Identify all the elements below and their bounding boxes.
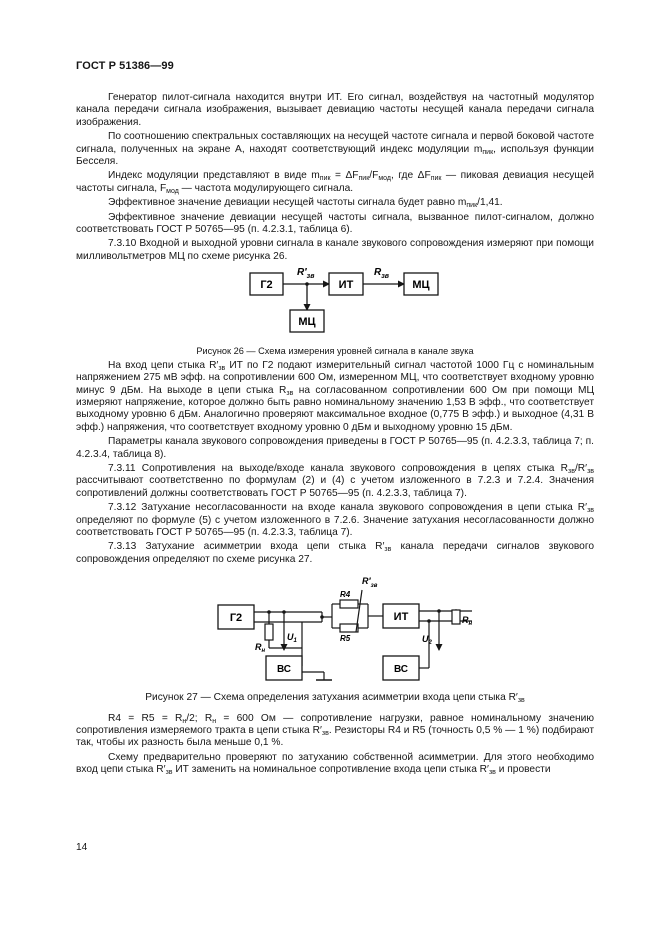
- rn-resistor: [452, 610, 460, 624]
- paragraph: Параметры канала звукового сопровождения приведены в ГОСТ Р 50765—95 (п. 4.2.3.3, таблица 7; п. 4.2.3.4, таблица 8).: [76, 436, 594, 460]
- paragraph: Индекс модуляции представляют в виде $m_{пик} = \Delta F_{пик}/F_{мод}$, где $\Delta F_{пик}$ — пиковая девиация несущей частоты сигнала, $F_{мод}$ — частота модулирующего сигнала.: [76, 170, 595, 195]
- rh-resistor: [265, 624, 273, 640]
- r5-resistor: [340, 624, 358, 632]
- figure-27-caption: Рисунок 27 — Схема определения затухания асимметрии входа цепи стыка $R'_{зв}$: [145, 692, 525, 705]
- vs-left-label: ВС: [276, 664, 292, 676]
- r-in-label: $R'_{зв}$: [362, 576, 378, 590]
- u2-label: $U_2$: [422, 634, 432, 647]
- figure-27-diagram: [76, 570, 594, 688]
- mc-bottom-label: МЦ: [298, 316, 316, 329]
- rh-label: $R_н$: [255, 642, 266, 655]
- document-body: [76, 92, 594, 779]
- r5-label: R5: [340, 634, 351, 644]
- r4-label: R4: [340, 590, 351, 600]
- figure-26-diagram: [76, 267, 594, 345]
- page-number: 14: [76, 842, 88, 853]
- it-label: ИТ: [393, 611, 409, 624]
- it-label: ИТ: [338, 279, 354, 292]
- g2-label: Г2: [229, 612, 243, 625]
- paragraph: Эффективное значение девиации несущей частоты сигнала, вызванное пилот-сигналом, должно соответствовать ГОСТ Р 50765—95 (п. 4.2.3.1, таблица 6).: [76, 211, 594, 236]
- r-in-label: $R'_{зв}$: [297, 267, 315, 281]
- figure-26-caption: Рисунок 26 — Схема измерения уровней сигнала в канале звука: [196, 346, 474, 357]
- paragraph: По соотношению спектральных составляющих на несущей частоте сигнала и первой боковой частоте сигнала, полученных на экране А, находят соответствующий индекс модуляции $m_{пик}$, используя функции Бесселя.: [76, 131, 594, 168]
- paragraph: $R4 = R5 = R_н/2$; $R_н = 600$ Ом — сопротивление нагрузки, равное номинальному значению сопротивления измеряемого тракта в цепи стыка $R'_{зв}$. Резисторы R4 и R5 (точность 0,5 % — 1 %) подбирают так, чтобы их разность была меньше 0,1 %.: [76, 712, 595, 749]
- mc-right-label: МЦ: [412, 279, 430, 292]
- r-out-label: $R_{зв}$: [374, 267, 390, 281]
- paragraph: 7.3.12 Затухание несогласованности на входе канала звукового сопровождения в цепи стыка $R'_{зв}$ определяют по формуле (5) с учетом изложенного в 7.2.6. Значение затухания несогласованности должно соответствовать ГОСТ Р 50765—95 (п. 4.2.3.3, таблица 7).: [76, 502, 594, 538]
- r4-resistor: [340, 600, 358, 608]
- paragraph: Генератор пилот-сигнала находится внутри ИТ. Его сигнал, воздействуя на частотный модулятор канала передачи сигнала изображения, вызывает девиацию частоты несущей канала передачи сигнала изображения.: [76, 92, 594, 128]
- rn-label: $R_н$: [462, 615, 473, 628]
- paragraph: Схему предварительно проверяют по затуханию собственной асимметрии. Для этого необходимо вход цепи стыка $R'_{зв}$ ИТ заменить на номинальное сопротивление входа цепи стыка $R'_{зв}$ и провести: [76, 751, 594, 777]
- g2-label: Г2: [260, 279, 273, 292]
- paragraph: 7.3.13 Затухание асимметрии входа цепи стыка $R'_{зв}$ канала передачи сигналов звукового сопровождения определяют по схеме рисунка 27.: [76, 541, 594, 565]
- vs-right-label: ВС: [393, 664, 409, 676]
- paragraph: 7.3.10 Входной и выходной уровни сигнала в канале звукового сопровождения измеряют при помощи милливольтметров МЦ по схеме рисунка 26.: [76, 238, 594, 262]
- paragraph: Эффективное значение девиации несущей частоты сигнала будет равно $m_{пик}/1,41$.: [108, 197, 503, 210]
- u1-label: $U_1$: [287, 632, 297, 645]
- paragraph: 7.3.11 Сопротивления на выходе/входе канала звукового сопровождения в цепях стыка $R_{зв}/R'_{зв}$ рассчитывают соответственно по формулам (2) и (4) с учетом изложенного в 7.2.3 и 7.2.4. Значения сопротивлений должны соответствовать ГОСТ Р 50765—95 (п. 4.2.3.3, таблица 7).: [76, 462, 594, 499]
- paragraph: На вход цепи стыка $R'_{зв}$ ИТ по Г2 подают измерительный сигнал частотой 1000 Гц с номинальным напряжением 275 мВ эфф. на сопротивлении 600 Ом, измеренном МЦ, что соответствует входному уровню минус 9 дБм. На выходе в цепи стыка $R_{зв}$ на согласованном сопротивлении 600 Ом при помощи МЦ измеряют напряжение, которое должно быть равно номинальному значению 1,53 В эфф., что соответствует выходному уровню 6 дБм. Аналогично проверяют максимальное входное (0,775 В эфф.) и выходное (4,31 В эфф.) напряжения, что соответствует входному уровню 0 дБм и выходному уровню 15 дБм.: [76, 359, 594, 433]
- document-header: ГОСТ Р 51386—99: [76, 60, 174, 72]
